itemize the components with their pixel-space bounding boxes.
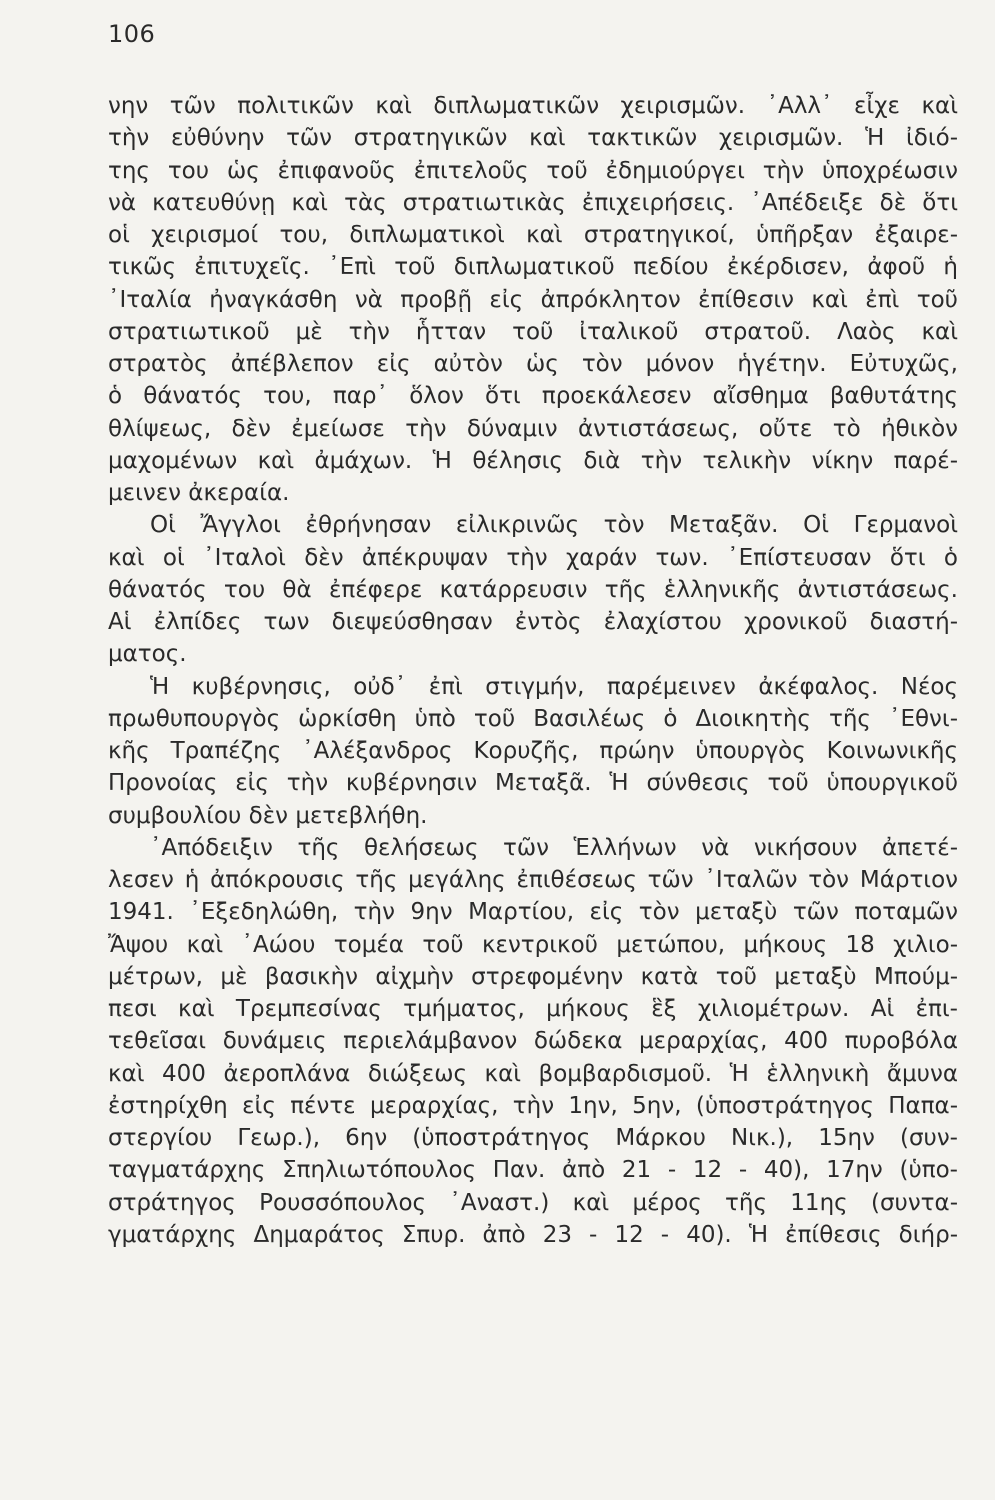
text-line: Αἱ ἐλπίδες των διεψεύσθησαν ἐντὸς ἐλαχίστου χρονικοῦ διαστή-: [108, 609, 958, 635]
text-line: συμβουλίου δὲν μετεβλήθη.: [108, 802, 428, 829]
text-line: ἐστηρίχθη εἰς πέντε μεραρχίας, τὴν 1ην, 5ην, (ὑποστράτηγος Παπα-: [108, 1092, 958, 1119]
text-line: μέτρων, μὲ βασικὴν αἰχμὴν στρεφομένην κατὰ τοῦ μεταξὺ Μπούμ-: [108, 963, 958, 990]
text-line: τικῶς ἐπιτυχεῖς. ᾿Επὶ τοῦ διπλωματικοῦ πεδίου ἐκέρδισεν, ἀφοῦ ἡ: [108, 254, 958, 281]
text-line: Προνοίας εἰς τὴν κυβέρνησιν Μεταξᾶ. Ἡ σύνθεσις τοῦ ὑπουργικοῦ: [108, 770, 958, 797]
text-line: νην τῶν πολιτικῶν καὶ διπλωματικῶν χειρισμῶν. ᾿Αλλ᾿ εἶχε καὶ: [108, 93, 958, 119]
text-line: Ἡ κυβέρνησις, οὐδ᾿ ἐπὶ στιγμήν, παρέμεινεν ἀκέφαλος. Νέος: [150, 673, 958, 700]
text-line: της του ὡς ἐπιφανοῦς ἐπιτελοῦς τοῦ ἐδημιούργει τὴν ὑποχρέωσιν: [108, 157, 958, 184]
text-line: στρατὸς ἀπέβλεπον εἰς αὐτὸν ὡς τὸν μόνον ἡγέτην. Εὐτυχῶς,: [108, 351, 958, 377]
text-line: οἱ χειρισμοί του, διπλωματικοὶ καὶ στρατηγικοί, ὑπῆρξαν ἐξαιρε-: [108, 222, 958, 248]
page-body-text: [108, 90, 958, 1251]
text-line: μαχομένων καὶ ἀμάχων. Ἡ θέλησις διὰ τὴν τελικὴν νίκην παρέ-: [108, 447, 958, 474]
text-line: ματος.: [108, 641, 187, 668]
page-number: 106: [108, 20, 156, 48]
text-line: θλίψεως, δὲν ἐμείωσε τὴν δύναμιν ἀντιστάσεως, οὔτε τὸ ἠθικὸν: [108, 415, 958, 442]
text-line: πρωθυπουργὸς ὡρκίσθη ὑπὸ τοῦ Βασιλέως ὁ Διοικητὴς τῆς ᾿Εθνι-: [108, 705, 958, 732]
text-line: 1941. ᾿Εξεδηλώθη, τὴν 9ην Μαρτίου, εἰς τὸν μεταξὺ τῶν ποταμῶν: [108, 899, 958, 926]
text-line: καὶ οἱ ᾿Ιταλοὶ δὲν ἀπέκρυψαν τὴν χαράν των. ᾿Επίστευσαν ὅτι ὁ: [108, 544, 958, 571]
text-line: ταγματάρχης Σπηλιωτόπουλος Παν. ἀπὸ 21 - 12 - 40), 17ην (ὑπο-: [108, 1157, 958, 1184]
text-line: στράτηγος Ρουσσόπουλος ᾿Αναστ.) καὶ μέρος τῆς 11ης (συντα-: [108, 1189, 958, 1216]
text-line: στρατιωτικοῦ μὲ τὴν ἧτταν τοῦ ἰταλικοῦ στρατοῦ. Λαὸς καὶ: [108, 318, 958, 345]
text-line: Ἄψου καὶ ᾿Αώου τομέα τοῦ κεντρικοῦ μετώπου, μήκους 18 χιλιο-: [108, 931, 958, 958]
text-line: τὴν εὐθύνην τῶν στρατηγικῶν καὶ τακτικῶν χειρισμῶν. Ἡ ἰδιό-: [108, 125, 958, 152]
text-line: νὰ κατευθύνῃ καὶ τὰς στρατιωτικὰς ἐπιχειρήσεις. ᾿Απέδειξε δὲ ὅτι: [108, 189, 958, 216]
text-line: Οἱ Ἄγγλοι ἐθρήνησαν εἰλικρινῶς τὸν Μεταξᾶν. Οἱ Γερμανοὶ: [150, 512, 958, 539]
text-line: γματάρχης Δημαράτος Σπυρ. ἀπὸ 23 - 12 - 40). Ἡ ἐπίθεσις διήρ-: [108, 1221, 958, 1248]
text-line: στεργίου Γεωρ.), 6ην (ὑποστράτηγος Μάρκου Νικ.), 15ην (συν-: [108, 1125, 958, 1151]
text-line: καὶ 400 ἀεροπλάνα διώξεως καὶ βομβαρδισμοῦ. Ἡ ἑλληνικὴ ἄμυνα: [108, 1060, 958, 1087]
text-line: θάνατός του θὰ ἐπέφερε κατάρρευσιν τῆς ἑλληνικῆς ἀντιστάσεως.: [108, 576, 958, 603]
text-line: λεσεν ἡ ἀπόκρουσις τῆς μεγάλης ἐπιθέσεως τῶν ᾿Ιταλῶν τὸν Μάρτιον: [108, 867, 958, 893]
text-line: μεινεν ἀκεραία.: [108, 480, 290, 506]
text-line: ὁ θάνατός του, παρ᾿ ὅλον ὅτι προεκάλεσεν αἴσθημα βαθυτάτης: [108, 383, 958, 410]
text-line: πεσι καὶ Τρεμπεσίνας τμήματος, μήκους ἓξ χιλιομέτρων. Αἱ ἐπι-: [108, 996, 958, 1022]
text-line: κῆς Τραπέζης ᾿Αλέξανδρος Κορυζῆς, πρώην ὑπουργὸς Κοινωνικῆς: [108, 738, 958, 764]
text-line: ᾿Ιταλία ἠναγκάσθη νὰ προβῇ εἰς ἀπρόκλητον ἐπίθεσιν καὶ ἐπὶ τοῦ: [108, 286, 958, 313]
text-line: ᾿Απόδειξιν τῆς θελήσεως τῶν Ἑλλήνων νὰ νικήσουν ἀπετέ-: [150, 834, 958, 861]
text-line: τεθεῖσαι δυνάμεις περιελάμβανον δώδεκα μεραρχίας, 400 πυροβόλα: [108, 1028, 958, 1055]
